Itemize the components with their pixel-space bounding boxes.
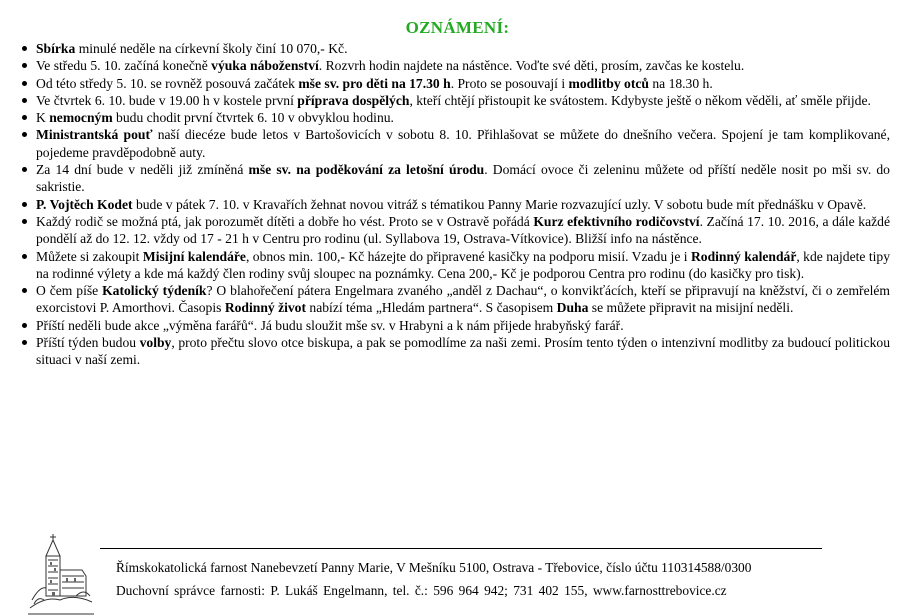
highlight-text: P. Vojtěch Kodet [36,196,133,212]
highlight-text: volby [139,335,172,351]
item-text: naší diecéze bude letos v Bartošovicích v sobotu 8. 10. Přihlašovat se můžete do dnešního večera. Spojení je tam komplikované, pojedeme pravděpodobně auty. [36,127,890,160]
item-text: . Proto se posouvají i [450,75,569,91]
highlight-text: Katolický týdeník [102,283,207,299]
highlight-text: výuka náboženství [211,58,319,74]
announcement-item [36,75,890,92]
item-text: , obnos min. 100,- Kč házejte do připravené kasičky na podporu misií. Vzadu je i [245,248,691,264]
highlight-text: Duha [556,300,589,316]
item-text: nabízí téma „Hledám partnera“. S časopisem [306,300,557,316]
item-text: . Rozvrh hodin najdete na nástěnce. Voďte své děti, prosím, zavčas ke kostelu. [318,58,745,74]
item-text: , kde najdete tipy na rodinné výlety a kde má každý člen rodiny svůj sloupec na poznámky. Cena 200,- Kč je podporou Centra pro rodinu (do kasičky pro tisk). [36,248,891,281]
announcement-item [36,92,890,109]
item-text: Příští týden budou [36,335,140,351]
highlight-text: Rodinný kalendář [690,248,797,264]
item-text: budu chodit první čtvrtek 6. 10 v obvyklou hodinu. [112,110,394,126]
announcement-item [36,213,890,248]
announcement-item [36,161,890,196]
item-text: . Domácí ovoce či zeleninu můžete od příští neděle nosit po mši sv. do sakristie. [36,162,890,195]
item-text: Příští neděli bude akce „výměna farářů“. Já budu sloužit mše sv. v Hrabyni a k nám přijede hrabyňský farář. [36,317,624,333]
item-text: Za 14 dní bude v neděli již zmíněná [36,162,249,178]
item-text: na 18.30 h. [648,75,713,91]
item-text: Ve středu 5. 10. začíná konečně [36,58,212,74]
announcement-item [36,282,890,317]
item-text: se můžete připravit na misijní neděli. [588,300,794,316]
highlight-text: Sbírka [36,41,76,56]
highlight-text: Misijní kalendáře [142,248,246,264]
footer-contact-info: Duchovní správce farnosti: P. Lukáš Engelmann, tel. č.: 596 964 942; 731 402 155, www.farnosttrebovice.cz [116,583,727,598]
item-text: Od této středy 5. 10. se rovněž posouvá začátek [36,75,299,91]
highlight-text: mše sv. na poděkování za letošní úrodu [248,162,485,178]
page-title: OZNÁMENÍ: [405,18,510,37]
announcement-item [36,248,890,283]
announcement-item [36,196,890,213]
highlight-text: mše sv. pro děti na 17.30 h [298,75,451,91]
highlight-text: Rodinný život [224,300,307,316]
highlight-text: modlitby otců [568,75,649,91]
highlight-text: Ministrantská pouť [36,127,153,143]
announcement-item [36,109,890,126]
item-text: K [36,110,50,126]
item-text: minulé neděle na církevní školy činí 10 070,- Kč. [75,41,348,56]
announcement-item [36,317,890,334]
item-text: ? O blahořečení pátera Engelmara zvaného „anděl z Dachau“, o konvikťácích, kteří se připravují na kněžství, či o zemřelém exorcistovi P. Amorthovi. Časopis [36,283,890,316]
announcement-list [36,40,890,369]
item-text: O čem píše [36,283,103,299]
footer-divider [100,548,822,549]
item-text: Ve čtvrtek 6. 10. bude v 19.00 h v kostele první [36,92,298,108]
announcement-item [36,126,890,161]
highlight-text: Kurz efektivního rodičovství [533,213,700,229]
item-text: Můžete si zakoupit [36,248,143,264]
announcement-item [36,334,890,369]
announcement-item [36,57,890,74]
footer-parish-info: Římskokatolická farnost Nanebevzetí Panny Marie, V Mešníku 5100, Ostrava - Třebovice, číslo účtu 110314588/0300 [116,560,752,575]
item-text: Každý rodič se možná ptá, jak porozumět dítěti a dobře ho vést. Proto se v Ostravě pořádá [36,213,534,229]
item-text: . Začíná 17. 10. 2016, a dále každé pondělí až do 12. 12. vždy od 17 - 21 h v Centru pro rodinu (ul. Syllabova 19, Ostrava-Vítkovice). Bližší info na nástěnce. [36,213,890,247]
highlight-text: příprava dospělých [297,92,410,108]
announcement-item [36,40,890,57]
highlight-text: nemocným [49,110,113,126]
item-text: bude v pátek 7. 10. v Kravařích žehnat novou vitráž s tématikou Panny Marie rozvazující uzly. V sobotu bude mít přednášku v Opavě. [132,196,867,212]
church-sketch-icon [26,530,96,616]
item-text: , proto přečtu slovo otce biskupa, a pak se pomodlíme za naši zemi. Prosím tento týden o intenzivní modlitby za budoucí politickou situaci v naší zemi. [36,335,890,368]
item-text: , kteří chtějí přistoupit ke svátostem. Kdybyste ještě o někom věděli, ať směle přijde. [409,92,871,108]
